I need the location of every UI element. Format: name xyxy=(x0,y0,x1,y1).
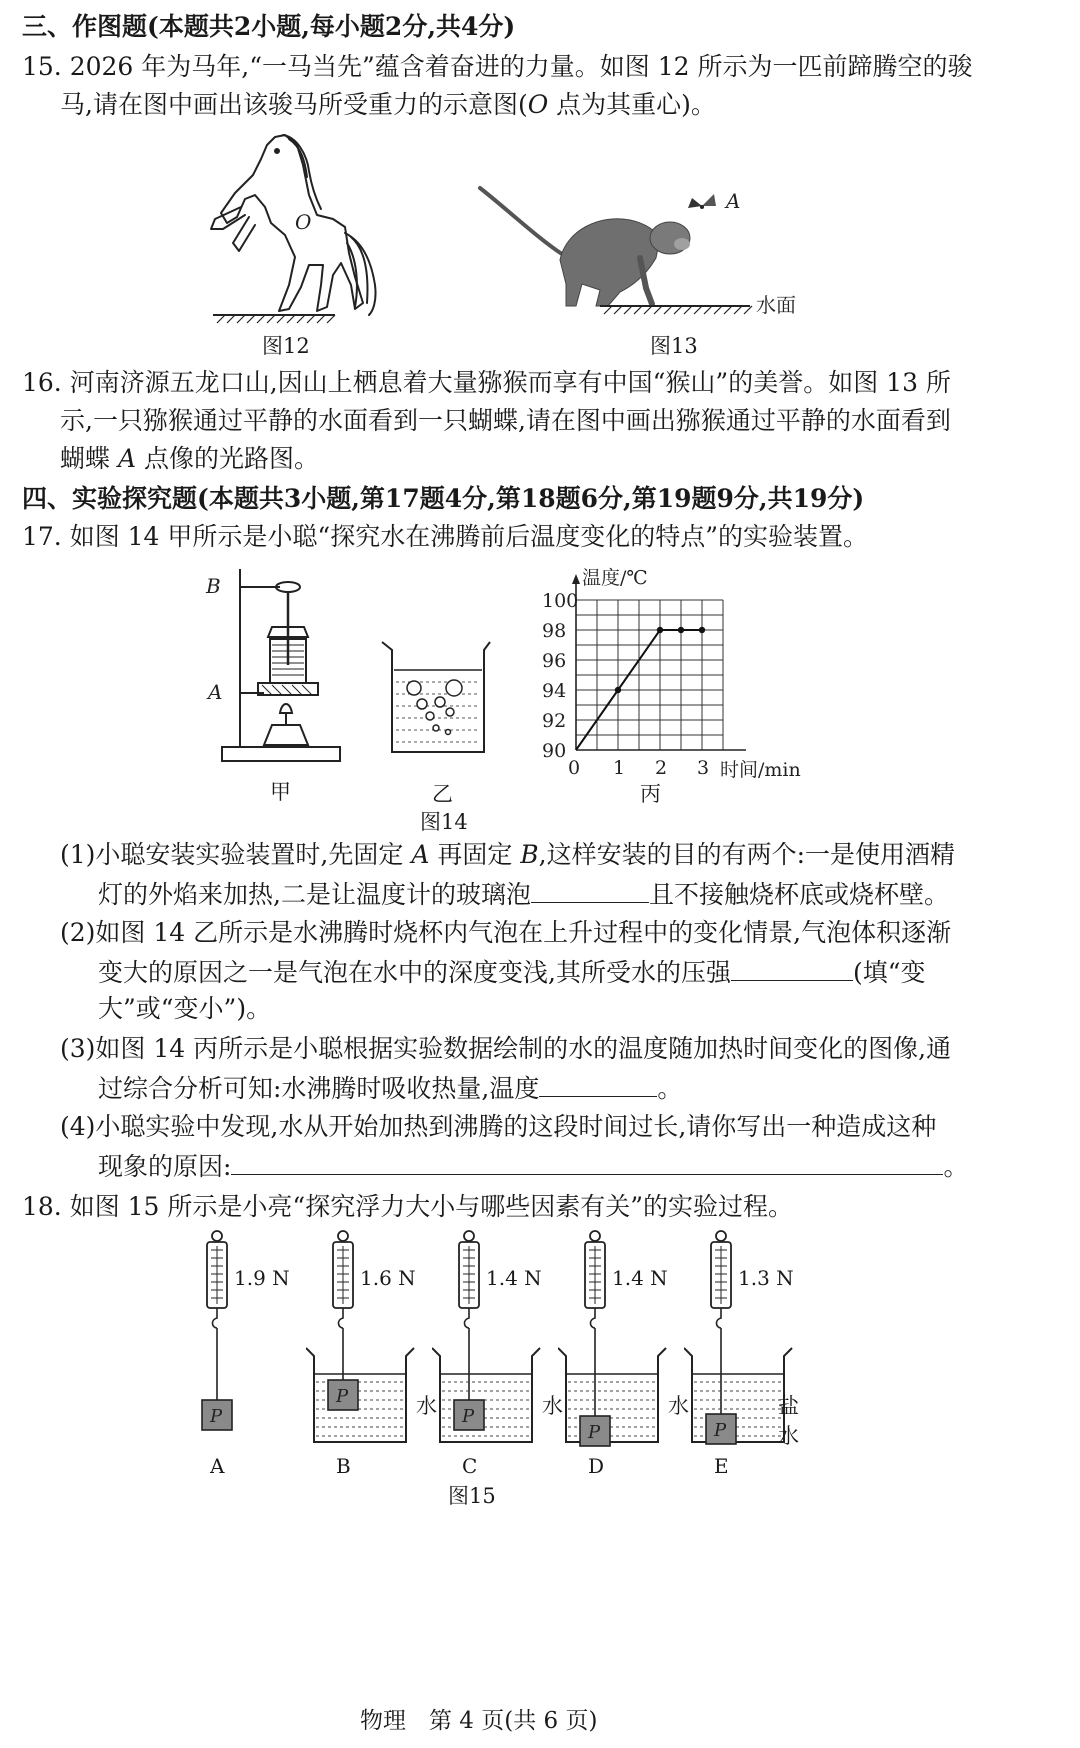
setup-label: C xyxy=(462,1454,478,1478)
section3-heading: 三、作图题(本题共2小题,每小题2分,共4分) xyxy=(22,12,516,41)
figure-14-beaker-bubbles xyxy=(378,640,498,758)
spring-scale-reading: 1.3 N xyxy=(738,1266,794,1290)
q17-p1-line2: 灯的外焰来加热,二是让温度计的玻璃泡 且不接触烧杯底或烧杯壁。 xyxy=(98,880,949,909)
q18-intro: 18. 如图 15 所示是小亮“探究浮力大小与哪些因素有关”的实验过程。 xyxy=(22,1192,793,1221)
answer-blank-2[interactable] xyxy=(731,956,853,981)
q16-line1: 16. 河南济源五龙口山,因山上栖息着大量猕猴而享有中国“猴山”的美誉。如图 13 所 xyxy=(22,368,951,397)
page-footer: 物理 第 4 页(共 6 页) xyxy=(360,1708,598,1734)
data-point xyxy=(678,627,684,633)
q17-p3-line2: 过综合分析可知:水沸腾时吸收热量,温度 。 xyxy=(98,1074,683,1103)
svg-text:P: P xyxy=(588,1422,601,1443)
y-tick-label: 98 xyxy=(542,620,567,642)
x-tick-label: 3 xyxy=(697,757,710,779)
setup-label: A xyxy=(210,1454,225,1478)
liquid-label: 盐水 xyxy=(778,1394,799,1448)
q17-intro: 17. 如图 14 甲所示是小聪“探究水在沸腾前后温度变化的特点”的实验装置。 xyxy=(22,522,868,551)
q17-p2-line1: (2)如图 14 乙所示是水沸腾时烧杯内气泡在上升过程中的变化情景,气泡体积逐渐 xyxy=(60,918,952,947)
q15-line1: 15. 2026 年为马年,“一马当先”蕴含着奋进的力量。如图 12 所示为一匹前蹄腾空的骏 xyxy=(22,52,973,81)
svg-text:P: P xyxy=(210,1406,223,1427)
setup-label: B xyxy=(336,1454,351,1478)
figure-15-caption: 图15 xyxy=(448,1484,496,1508)
answer-blank-4[interactable] xyxy=(231,1150,943,1175)
q16-line3: 蝴蝶 A 点像的光路图。 xyxy=(60,444,319,473)
setup-c xyxy=(432,1230,562,1490)
fig14-label-yi: 乙 xyxy=(432,782,453,806)
answer-blank-3[interactable] xyxy=(539,1072,657,1097)
spring-scale-reading: 1.9 N xyxy=(234,1266,290,1290)
figure-12-caption: 图12 xyxy=(262,334,310,358)
spring-scale-reading: 1.4 N xyxy=(612,1266,668,1290)
svg-text:P: P xyxy=(714,1420,727,1441)
q17-p2-line2: 变大的原因之一是气泡在水中的深度变浅,其所受水的压强 (填“变 xyxy=(98,958,926,987)
water-surface-label: 水面 xyxy=(756,293,796,317)
y-tick-label: 100 xyxy=(542,590,579,612)
q16-line2: 示,一只猕猴通过平静的水面看到一只蝴蝶,请在图中画出猕猴通过平静的水面看到 xyxy=(60,406,951,435)
clamp-b-label: B xyxy=(206,574,221,598)
figure-13-monkey xyxy=(470,180,810,320)
svg-text:P: P xyxy=(462,1406,475,1427)
q15-line2: 马,请在图中画出该骏马所受重力的示意图(O 点为其重心)。 xyxy=(60,90,716,119)
figure-12-horse xyxy=(205,125,385,325)
setup-d xyxy=(558,1230,688,1490)
fig14-label-jia: 甲 xyxy=(270,780,291,804)
y-tick-label: 92 xyxy=(542,710,567,732)
x-axis-title: 时间/min xyxy=(720,759,801,781)
svg-text:P: P xyxy=(336,1386,349,1407)
setup-label: D xyxy=(588,1454,605,1478)
butterfly-point-label: A xyxy=(726,189,741,213)
q17-p4-line1: (4)小聪实验中发现,水从开始加热到沸腾的这段时间过长,请你写出一种造成这种 xyxy=(60,1112,937,1141)
clamp-a-label: A xyxy=(208,680,223,704)
liquid-label: 水 xyxy=(542,1394,563,1418)
y-tick-label: 94 xyxy=(542,680,567,702)
figure-13-caption: 图13 xyxy=(650,334,698,358)
figure-15 xyxy=(180,1230,860,1490)
figure-14-caption: 图14 xyxy=(420,810,468,834)
fig14-label-bing: 丙 xyxy=(640,782,661,806)
q17-p3-line1: (3)如图 14 丙所示是小聪根据实验数据绘制的水的温度随加热时间变化的图像,通 xyxy=(60,1034,952,1063)
q17-p4-line2: 现象的原因: 。 xyxy=(98,1152,969,1181)
figure-14-apparatus xyxy=(200,565,350,775)
section4-heading: 四、实验探究题(本题共3小题,第17题4分,第18题6分,第19题9分,共19分) xyxy=(22,484,865,513)
spring-scale-reading: 1.6 N xyxy=(360,1266,416,1290)
liquid-label: 水 xyxy=(668,1394,689,1418)
data-point xyxy=(615,687,621,693)
q17-p2-line3: 大”或“变小”)。 xyxy=(98,994,272,1023)
data-point xyxy=(657,627,663,633)
figure-14-temperature-chart xyxy=(530,560,810,790)
setup-b xyxy=(306,1230,436,1490)
setup-e xyxy=(684,1230,814,1490)
y-tick-label: 90 xyxy=(542,740,567,762)
liquid-label: 水 xyxy=(416,1394,437,1418)
x-tick-label: 1 xyxy=(613,757,626,779)
setup-label: E xyxy=(714,1454,729,1478)
answer-blank-1[interactable] xyxy=(531,878,649,903)
y-tick-label: 96 xyxy=(542,650,567,672)
horse-center-label: O xyxy=(295,210,312,234)
q17-p1-line1: (1)小聪安装实验装置时,先固定 A 再固定 B,这样安装的目的有两个:一是使用酒精 xyxy=(60,840,956,869)
data-point xyxy=(699,627,705,633)
y-axis-arrow xyxy=(572,574,580,584)
spring-scale-reading: 1.4 N xyxy=(486,1266,542,1290)
x-tick-label: 2 xyxy=(655,757,668,779)
setup-a xyxy=(180,1230,310,1490)
butterfly-icon xyxy=(688,194,716,209)
y-axis-title: 温度/℃ xyxy=(582,567,648,589)
x-tick-label: 0 xyxy=(568,757,581,779)
